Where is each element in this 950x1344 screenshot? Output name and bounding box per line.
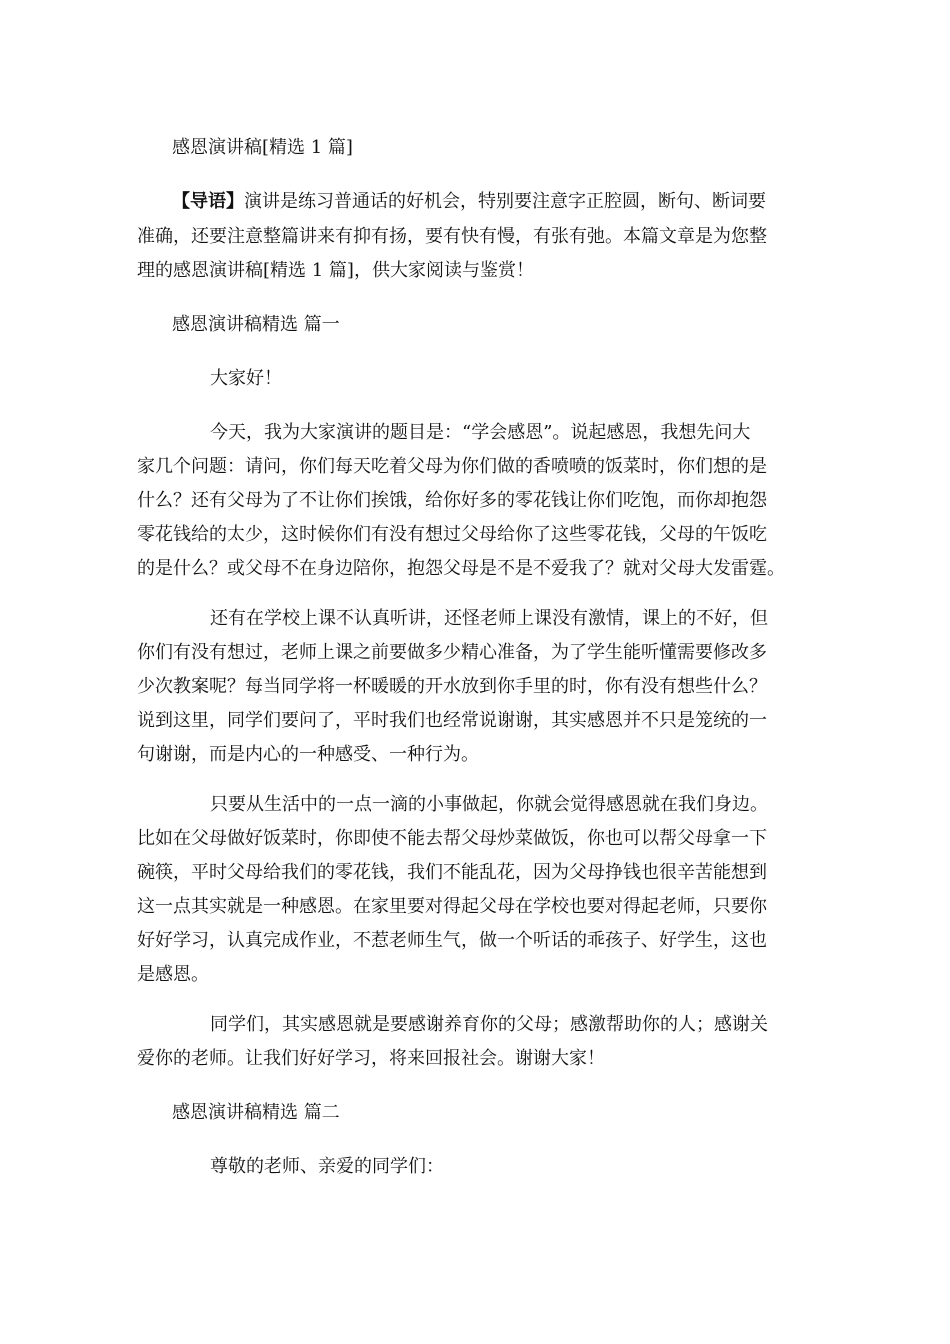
section2-heading: 感恩演讲稿精选 篇二 [172, 1102, 340, 1123]
intro-line-2: 准确，还要注意整篇讲来有抑有扬，要有快有慢，有张有弛。本篇文章是为您整 [137, 226, 767, 247]
paragraph-line: 只要从生活中的一点一滴的小事做起，你就会觉得感恩就在我们身边。 [210, 794, 768, 815]
intro-line-3: 理的感恩演讲稿[精选 1 篇]，供大家阅读与鉴赏！ [137, 260, 534, 281]
section1-heading: 感恩演讲稿精选 篇一 [172, 314, 340, 335]
paragraph-line: 同学们，其实感恩就是要感谢养育你的父母；感激帮助你的人；感谢关 [210, 1014, 768, 1035]
paragraph-line: 的是什么？或父母不在身边陪你，抱怨父母是不是不爱我了？就对父母大发雷霆。 [137, 558, 785, 579]
intro-line-1 [172, 190, 766, 214]
section2-greeting: 尊敬的老师、亲爱的同学们： [210, 1156, 444, 1177]
section1-greeting: 大家好！ [210, 368, 282, 389]
paragraph-line: 碗筷，平时父母给我们的零花钱，我们不能乱花，因为父母挣钱也很辛苦能想到 [137, 862, 767, 883]
paragraph-line: 好好学习，认真完成作业，不惹老师生气，做一个听话的乖孩子、好学生，这也 [137, 930, 767, 951]
paragraph-line: 是感恩。 [137, 964, 209, 985]
paragraph-line: 少次教案呢？每当同学将一杯暖暖的开水放到你手里的时，你有没有想些什么？ [137, 676, 767, 697]
paragraph-line: 什么？还有父母为了不让你们挨饿，给你好多的零花钱让你们吃饱，而你却抱怨 [137, 490, 767, 511]
paragraph-line: 家几个问题：请问，你们每天吃着父母为你们做的香喷喷的饭菜时，你们想的是 [137, 456, 767, 477]
paragraph-line: 这一点其实就是一种感恩。在家里要对得起父母在学校也要对得起老师，只要你 [137, 896, 767, 917]
intro-text: 演讲是练习普通话的好机会，特别要注意字正腔圆，断句、断词要 [244, 191, 766, 212]
intro-tag: 【导语】 [172, 191, 244, 212]
paragraph-line: 你们有没有想过，老师上课之前要做多少精心准备，为了学生能听懂需要修改多 [137, 642, 767, 663]
paragraph-line: 比如在父母做好饭菜时，你即使不能去帮父母炒菜做饭，你也可以帮父母拿一下 [137, 828, 767, 849]
paragraph-line: 还有在学校上课不认真听讲，还怪老师上课没有激情，课上的不好，但 [210, 608, 768, 629]
paragraph-line: 说到这里，同学们要问了，平时我们也经常说谢谢，其实感恩并不只是笼统的一 [137, 710, 767, 731]
paragraph-line: 今天，我为大家演讲的题目是：“学会感恩”。说起感恩，我想先问大 [210, 422, 751, 443]
paragraph-line: 爱你的老师。让我们好好学习，将来回报社会。谢谢大家！ [137, 1048, 605, 1069]
document-title: 感恩演讲稿[精选 1 篇] [172, 137, 353, 158]
paragraph-line: 句谢谢，而是内心的一种感受、一种行为。 [137, 744, 479, 765]
paragraph-line: 零花钱给的太少，这时候你们有没有想过父母给你了这些零花钱，父母的午饭吃 [137, 524, 767, 545]
